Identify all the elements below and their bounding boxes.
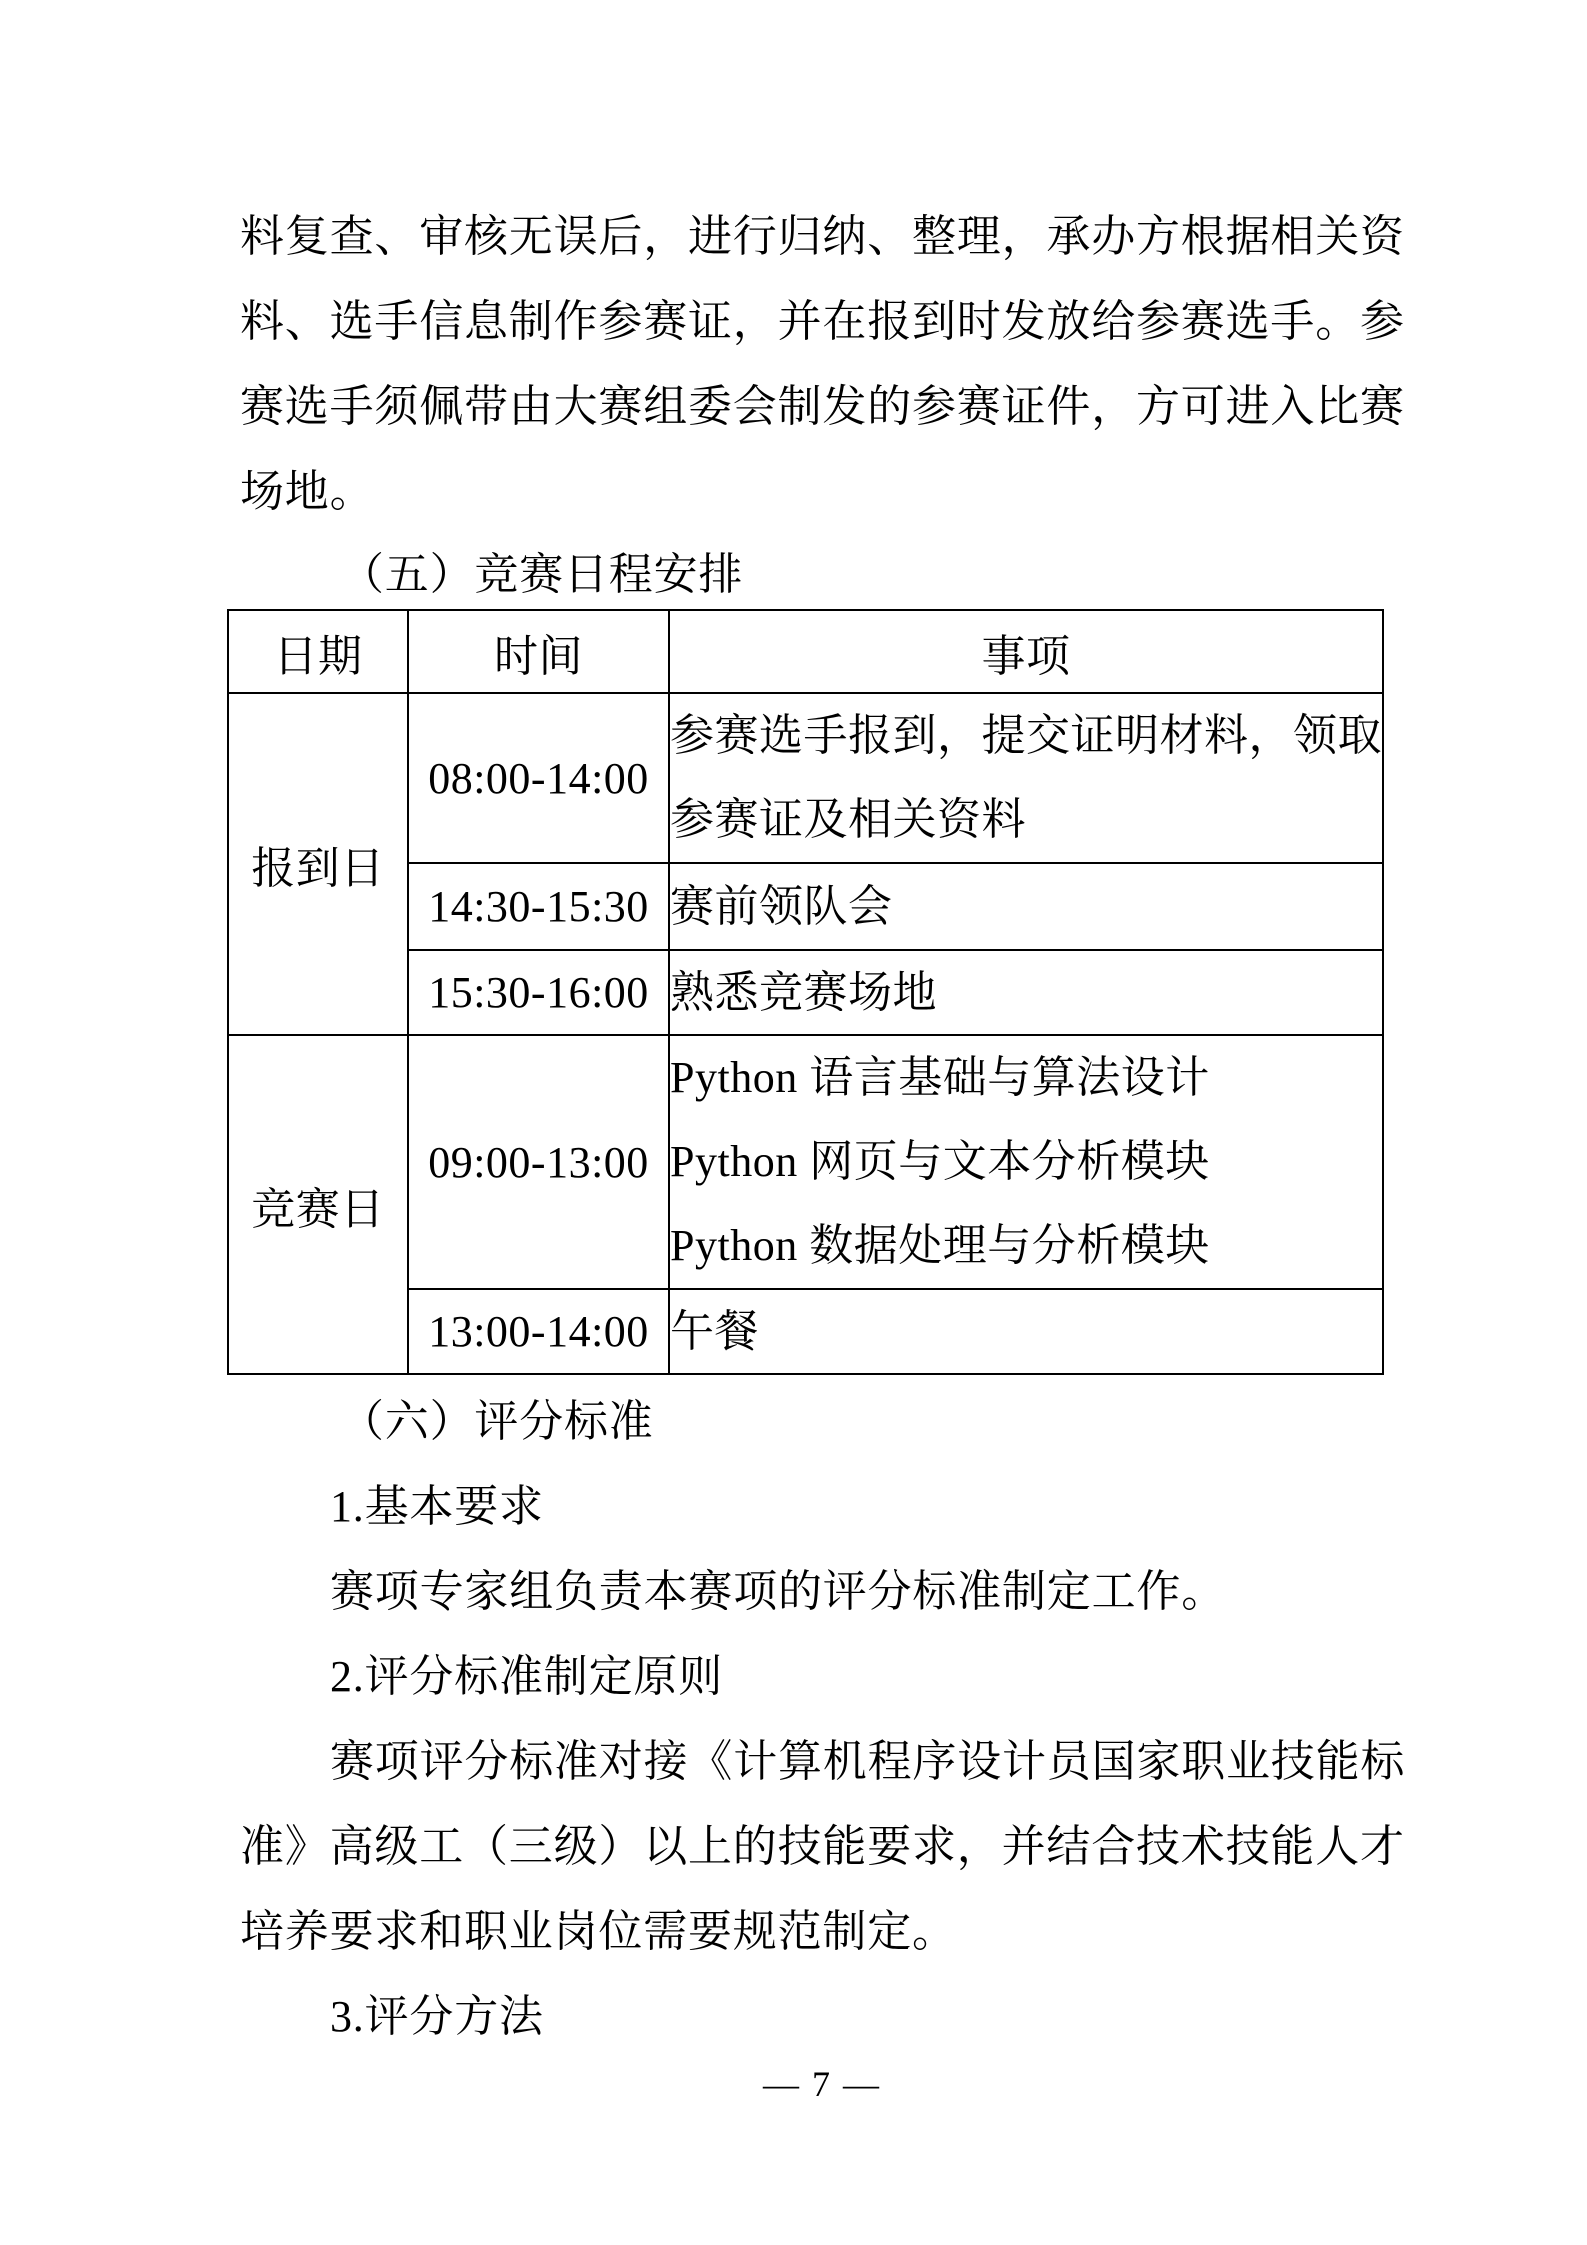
paragraph-line: 场地。 [240,467,375,516]
paragraph-line: 赛选手须佩带由大赛组委会制发的参赛证件，方可进入比赛 [240,382,1405,431]
schedule-table [227,609,1384,1375]
item-line: 午餐 [670,1306,759,1356]
header-time: 时间 [408,610,669,693]
item-cell [669,863,1383,950]
item-cell [669,1035,1383,1289]
date-cell-registration-day: 报到日 [228,693,408,1035]
time-cell: 14:30-15:30 [408,863,669,950]
table-row [228,1035,1383,1289]
header-item: 事项 [669,610,1383,693]
paragraph-line: 料复查、审核无误后，进行归纳、整理，承办方根据相关资 [240,212,1405,261]
time-cell: 09:00-13:00 [408,1035,669,1289]
item-line: 参赛选手报到，提交证明材料，领取 [670,711,1382,760]
item-line: 赛前领队会 [670,881,893,931]
table-row [228,693,1383,863]
paragraph-line: 料、选手信息制作参赛证，并在报到时发放给参赛选手。参 [240,297,1405,346]
item-cell [669,950,1383,1035]
page-number: — 7 — [763,2064,881,2104]
time-cell: 13:00-14:00 [408,1289,669,1374]
time-cell: 15:30-16:00 [408,950,669,1035]
item-cell [669,1289,1383,1374]
subsection-heading-3: 3.评分方法 [330,1992,544,2041]
subsection-body-1: 赛项专家组负责本赛项的评分标准制定工作。 [330,1567,1226,1616]
section-heading-5: （五）竞赛日程安排 [340,550,744,599]
date-cell-competition-day: 竞赛日 [228,1035,408,1374]
subsection-heading-2: 2.评分标准制定原则 [330,1652,723,1701]
item-cell [669,693,1383,863]
section-heading-6: （六）评分标准 [340,1397,654,1446]
subsection-body-2-line: 赛项评分标准对接《计算机程序设计员国家职业技能标 [330,1737,1406,1786]
item-line: Python 语言基础与算法设计 [670,1053,1210,1102]
subsection-body-2-line: 培养要求和职业岗位需要规范制定。 [240,1907,957,1956]
header-date: 日期 [228,610,408,693]
subsection-heading-1: 1.基本要求 [330,1482,544,1531]
item-line: Python 网页与文本分析模块 [670,1137,1210,1186]
time-cell: 08:00-14:00 [408,693,669,863]
item-line: 熟悉竞赛场地 [670,967,937,1017]
table-header-row [228,610,1383,693]
subsection-body-2-line: 准》高级工（三级）以上的技能要求，并结合技术技能人才 [240,1822,1405,1871]
item-line: Python 数据处理与分析模块 [670,1221,1210,1270]
item-line: 参赛证及相关资料 [670,795,1026,844]
